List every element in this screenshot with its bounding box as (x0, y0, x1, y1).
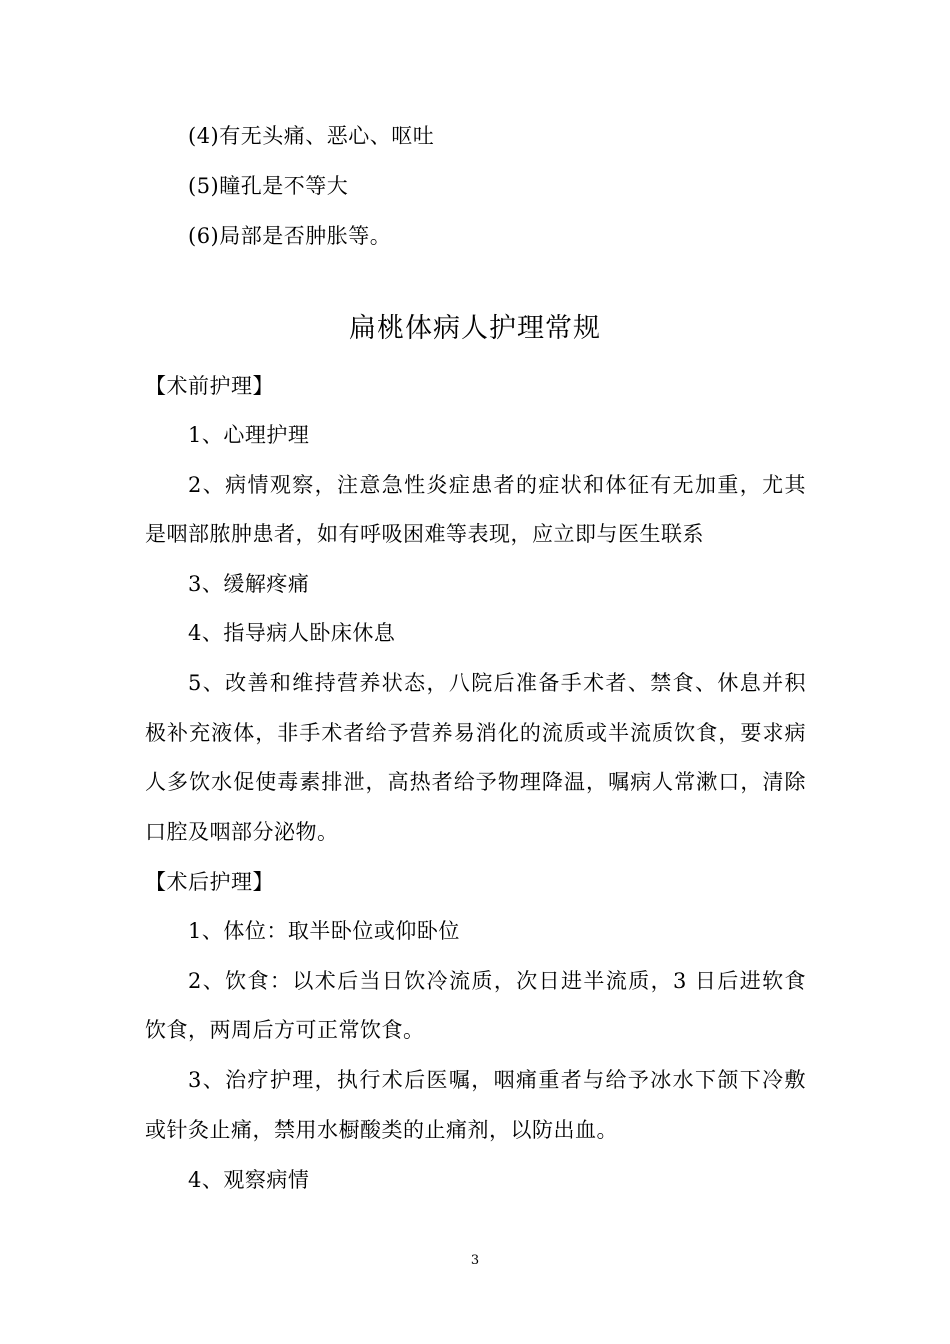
pre-op-item-3: 3、缓解疼痛 (188, 572, 310, 596)
pre-op-item-1: 1、心理护理 (188, 423, 310, 447)
page-number: 3 (470, 1253, 480, 1268)
symptom-item-4: (4)有无头痛、恶心、呕吐 (188, 124, 435, 148)
post-op-item-2-line-1: 2、饮食：以术后当日饮冷流质，次日进半流质，3 日后进软食 (188, 969, 806, 993)
pre-op-item-5-line-2: 极补充液体，非手术者给予营养易消化的流质或半流质饮食，要求病 (145, 721, 806, 745)
pre-op-item-5-line-3: 人多饮水促使毒素排泄，高热者给予物理降温，嘱病人常漱口，清除 (145, 770, 806, 794)
pre-op-heading: 【术前护理】 (145, 374, 274, 398)
symptom-item-5: (5)瞳孔是不等大 (188, 174, 349, 198)
post-op-heading: 【术后护理】 (145, 870, 274, 894)
pre-op-item-5-line-4: 口腔及咽部分泌物。 (145, 820, 339, 844)
pre-op-item-2-line-2: 是咽部脓肿患者，如有呼吸困难等表现，应立即与医生联系 (145, 522, 704, 546)
pre-op-item-5-line-1: 5、改善和维持营养状态，八院后准备手术者、禁食、休息并积 (188, 671, 806, 695)
post-op-item-3-line-2: 或针灸止痛，禁用水橱酸类的止痛剂，以防出血。 (145, 1118, 618, 1142)
symptom-item-6: (6)局部是否肿胀等。 (188, 224, 392, 248)
post-op-item-3-line-1: 3、治疗护理，执行术后医嘱，咽痛重者与给予冰水下颌下冷敷 (188, 1068, 806, 1092)
section-title: 扁桃体病人护理常规 (349, 313, 601, 344)
post-op-item-1: 1、体位：取半卧位或仰卧位 (188, 919, 460, 943)
pre-op-item-4: 4、指导病人卧床休息 (188, 621, 396, 645)
pre-op-item-2-line-1: 2、病情观察，注意急性炎症患者的症状和体征有无加重，尤其 (188, 473, 806, 497)
post-op-item-2-line-2: 饮食，两周后方可正常饮食。 (145, 1018, 425, 1042)
post-op-item-4: 4、观察病情 (188, 1168, 310, 1192)
